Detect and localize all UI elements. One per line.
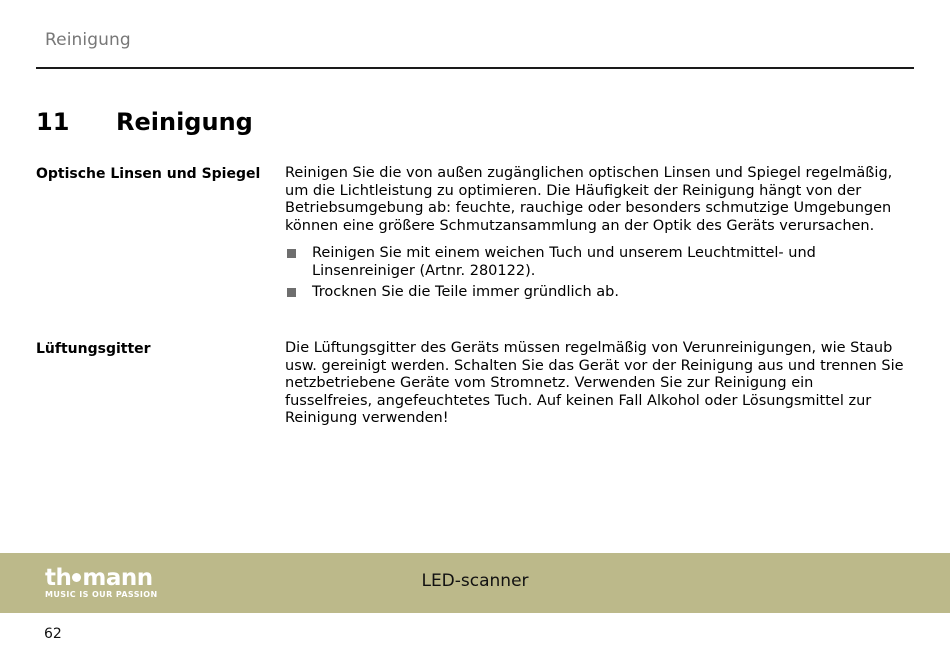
list-item-text: Trocknen Sie die Teile immer gründlich ab. — [312, 284, 619, 300]
section-body-optics — [285, 165, 905, 306]
chapter-number: 11 — [36, 108, 70, 136]
bullet-list — [285, 245, 905, 302]
list-item — [285, 245, 905, 280]
chapter-title — [36, 108, 253, 136]
square-bullet-icon — [287, 288, 296, 297]
section-paragraph: Reinigen Sie die von außen zugänglichen optischen Linsen und Spiegel regelmäßig, um die Lichtleistung zu optimieren. Die Häufigkeit der Reinigung hängt von der Betriebsumgebung ab: feuchte, rauchige oder besonders schmutzige Umgebungen können eine größere Schmutzansammlung an der Optik des Geräts verursachen. — [285, 165, 893, 234]
chapter-heading: Reinigung — [116, 108, 253, 136]
logo-word-right: mann — [82, 565, 153, 591]
logo-word-left: th — [45, 565, 72, 591]
section-heading-optics: Optische Linsen und Spiegel — [36, 166, 261, 182]
running-head: Reinigung — [45, 30, 131, 50]
logo-tagline: MUSIC IS OUR PASSION — [45, 590, 158, 599]
section-paragraph: Die Lüftungsgitter des Geräts müssen regelmäßig von Verunreinigungen, wie Staub usw. gereinigt werden. Schalten Sie das Gerät vor der Reinigung aus und trennen Sie netzbetriebene Geräte vom Stromnetz. Verwenden Sie zur Reinigung ein fusselfreies, angefeuchtetes Tuch. Auf keinen Fall Alkohol oder Lösungsmittel zur Reinigung verwenden! — [285, 340, 904, 426]
section-heading-vents: Lüftungsgitter — [36, 341, 151, 357]
list-item — [285, 284, 905, 302]
square-bullet-icon — [287, 249, 296, 258]
header-rule — [36, 67, 914, 69]
page-number: 62 — [44, 626, 62, 642]
footer-product-title: LED-scanner — [421, 571, 529, 591]
list-item-text: Reinigen Sie mit einem weichen Tuch und unserem Leuchtmittel- und Linsenreiniger (Artnr. 280122). — [312, 245, 816, 279]
section-body-vents — [285, 340, 905, 428]
